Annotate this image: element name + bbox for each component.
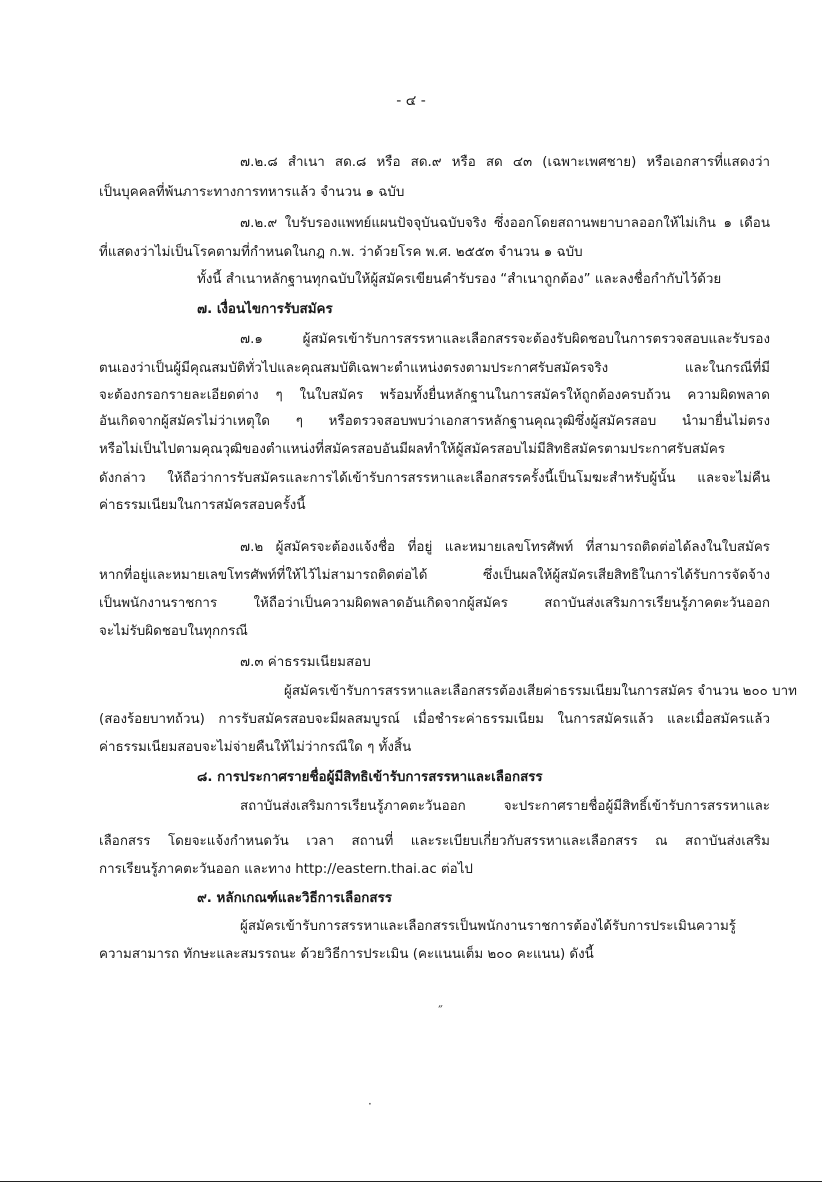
para-7-3-line: ผู้สมัครเข้ารับการสรรหาและเลือกสรรต้องเสียค่าธรรมเนียมในการสมัคร จำนวน ๒๐๐ บาท [284, 684, 797, 699]
para-7-2-line: เป็นพนักงานราชการ ให้ถือว่าเป็นความผิดพลาดอันเกิดจากผู้สมัคร สถาบันส่งเสริมการเรียนรู้ภาคตะวันออก [99, 596, 770, 611]
item-7-2-9-line-1: ๗.๒.๙ ใบรับรองแพทย์แผนปัจจุบันฉบับจริง ซึ่งออกโดยสถานพยาบาลออกให้ไม่เกิน ๑ เดือน [240, 216, 770, 231]
para-7-2-line: จะไม่รับผิดชอบในทุกกรณี [99, 624, 248, 639]
section-9-heading: ๙. หลักเกณฑ์และวิธีการเลือกสรร [197, 891, 392, 906]
para-7-3-title: ๗.๓ ค่าธรรมเนียมสอบ [240, 655, 371, 670]
para-7-1-line: ตนเองว่าเป็นผู้มีคุณสมบัติทั่วไปและคุณสมบัติเฉพาะตำแหน่งตรงตามประกาศรับสมัครจริง และในกรณีที่มี [99, 361, 770, 376]
para-7-2-line: หากที่อยู่และหมายเลขโทรศัพท์ที่ให้ไว้ไม่สามารถติดต่อได้ ซึ่งเป็นผลให้ผู้สมัครเสียสิทธิในการได้รับการจัดจ้าง [99, 568, 770, 583]
scan-edge-line [0, 1181, 822, 1182]
item-7-2-9-line-2: ที่แสดงว่าไม่เป็นโรคตามที่กำหนดในกฎ ก.พ. ว่าด้วยโรค พ.ศ. ๒๕๕๓ จำนวน ๑ ฉบับ [99, 245, 583, 260]
section-7-heading: ๗. เงื่อนไขการรับสมัคร [197, 302, 333, 317]
section-8-heading: ๘. การประกาศรายชื่อผู้มีสิทธิเข้ารับการสรรหาและเลือกสรร [197, 770, 543, 785]
para-7-3-line: (สองร้อยบาทถ้วน) การรับสมัครสอบจะมีผลสมบูรณ์ เมื่อชำระค่าธรรมเนียม ในการสมัครแล้ว และเมื่อสมัครแล้ว [99, 712, 770, 727]
page-number: - ๔ - [396, 93, 426, 109]
para-7-3-line: ค่าธรรมเนียมสอบจะไม่จ่ายคืนให้ไม่ว่ากรณีใด ๆ ทั้งสิ้น [99, 740, 412, 755]
para-7-1-line: ค่าธรรมเนียมในการสมัครสอบครั้งนี้ [99, 498, 306, 513]
scan-speck: · [368, 1097, 372, 1111]
para-8-line: สถาบันส่งเสริมการเรียนรู้ภาคตะวันออก จะประกาศรายชื่อผู้มีสิทธิ์เข้ารับการสรรหาและ [240, 799, 770, 814]
para-7-1-line: หรือไม่เป็นไปตามคุณวุฒิของตำแหน่งที่สมัครสอบอันมีผลทำให้ผู้สมัครสอบไม่มีสิทธิสมัครตามประกาศรับสมัคร [99, 442, 726, 457]
para-7-2-line: ๗.๒ ผู้สมัครจะต้องแจ้งชื่อ ที่อยู่ และหมายเลขโทรศัพท์ ที่สามารถติดต่อได้ลงในใบสมัคร [240, 540, 770, 555]
item-7-2-8-line-1: ๗.๒.๘ สำเนา สด.๘ หรือ สด.๙ หรือ สด ๔๓ (เฉพาะเพศชาย) หรือเอกสารที่แสดงว่า [240, 155, 770, 170]
certify-note: ทั้งนี้ สำเนาหลักฐานทุกฉบับให้ผู้สมัครเขียนคำรับรอง “สำเนาถูกต้อง” และลงชื่อกำกับไว้ด้วย [197, 272, 722, 287]
para-7-1-line: อันเกิดจากผู้สมัครไม่ว่าเหตุใด ๆ หรือตรวจสอบพบว่าเอกสารหลักฐานคุณวุฒิซึ่งผู้สมัครสอบ นำมายื่นไม่ตรง [99, 414, 770, 429]
para-7-1-line: ดังกล่าว ให้ถือว่าการรับสมัครและการได้เข้ารับการสรรหาและเลือกสรรครั้งนี้เป็นโมฆะสำหรับผู้นั้น และจะไม่คืน [99, 471, 770, 486]
para-7-1-line: จะต้องกรอกรายละเอียดต่าง ๆ ในใบสมัคร พร้อมทั้งยื่นหลักฐานในการสมัครให้ถูกต้องครบถ้วน ความผิดพลาด [99, 388, 770, 403]
para-8-line: การเรียนรู้ภาคตะวันออก และทาง http://eastern.thai.ac ต่อไป [99, 862, 473, 877]
para-8-line: เลือกสรร โดยจะแจ้งกำหนดวัน เวลา สถานที่ และระเบียบเกี่ยวกับสรรหาและเลือกสรร ณ สถาบันส่งเสริม [99, 834, 770, 849]
para-9-line: ผู้สมัครเข้ารับการสรรหาและเลือกสรรเป็นพนักงานราชการต้องได้รับการประเมินความรู้ [240, 919, 737, 934]
scan-speck: ˝ [437, 1004, 443, 1018]
para-7-1-line: ๗.๑ ผู้สมัครเข้ารับการสรรหาและเลือกสรรจะต้องรับผิดชอบในการตรวจสอบและรับรอง [240, 332, 770, 347]
para-9-line: ความสามารถ ทักษะและสมรรถนะ ด้วยวิธีการประเมิน (คะแนนเต็ม ๒๐๐ คะแนน) ดังนี้ [99, 947, 594, 962]
item-7-2-8-line-2: เป็นบุคคลที่พ้นภาระทางการทหารแล้ว จำนวน ๑ ฉบับ [99, 185, 405, 200]
